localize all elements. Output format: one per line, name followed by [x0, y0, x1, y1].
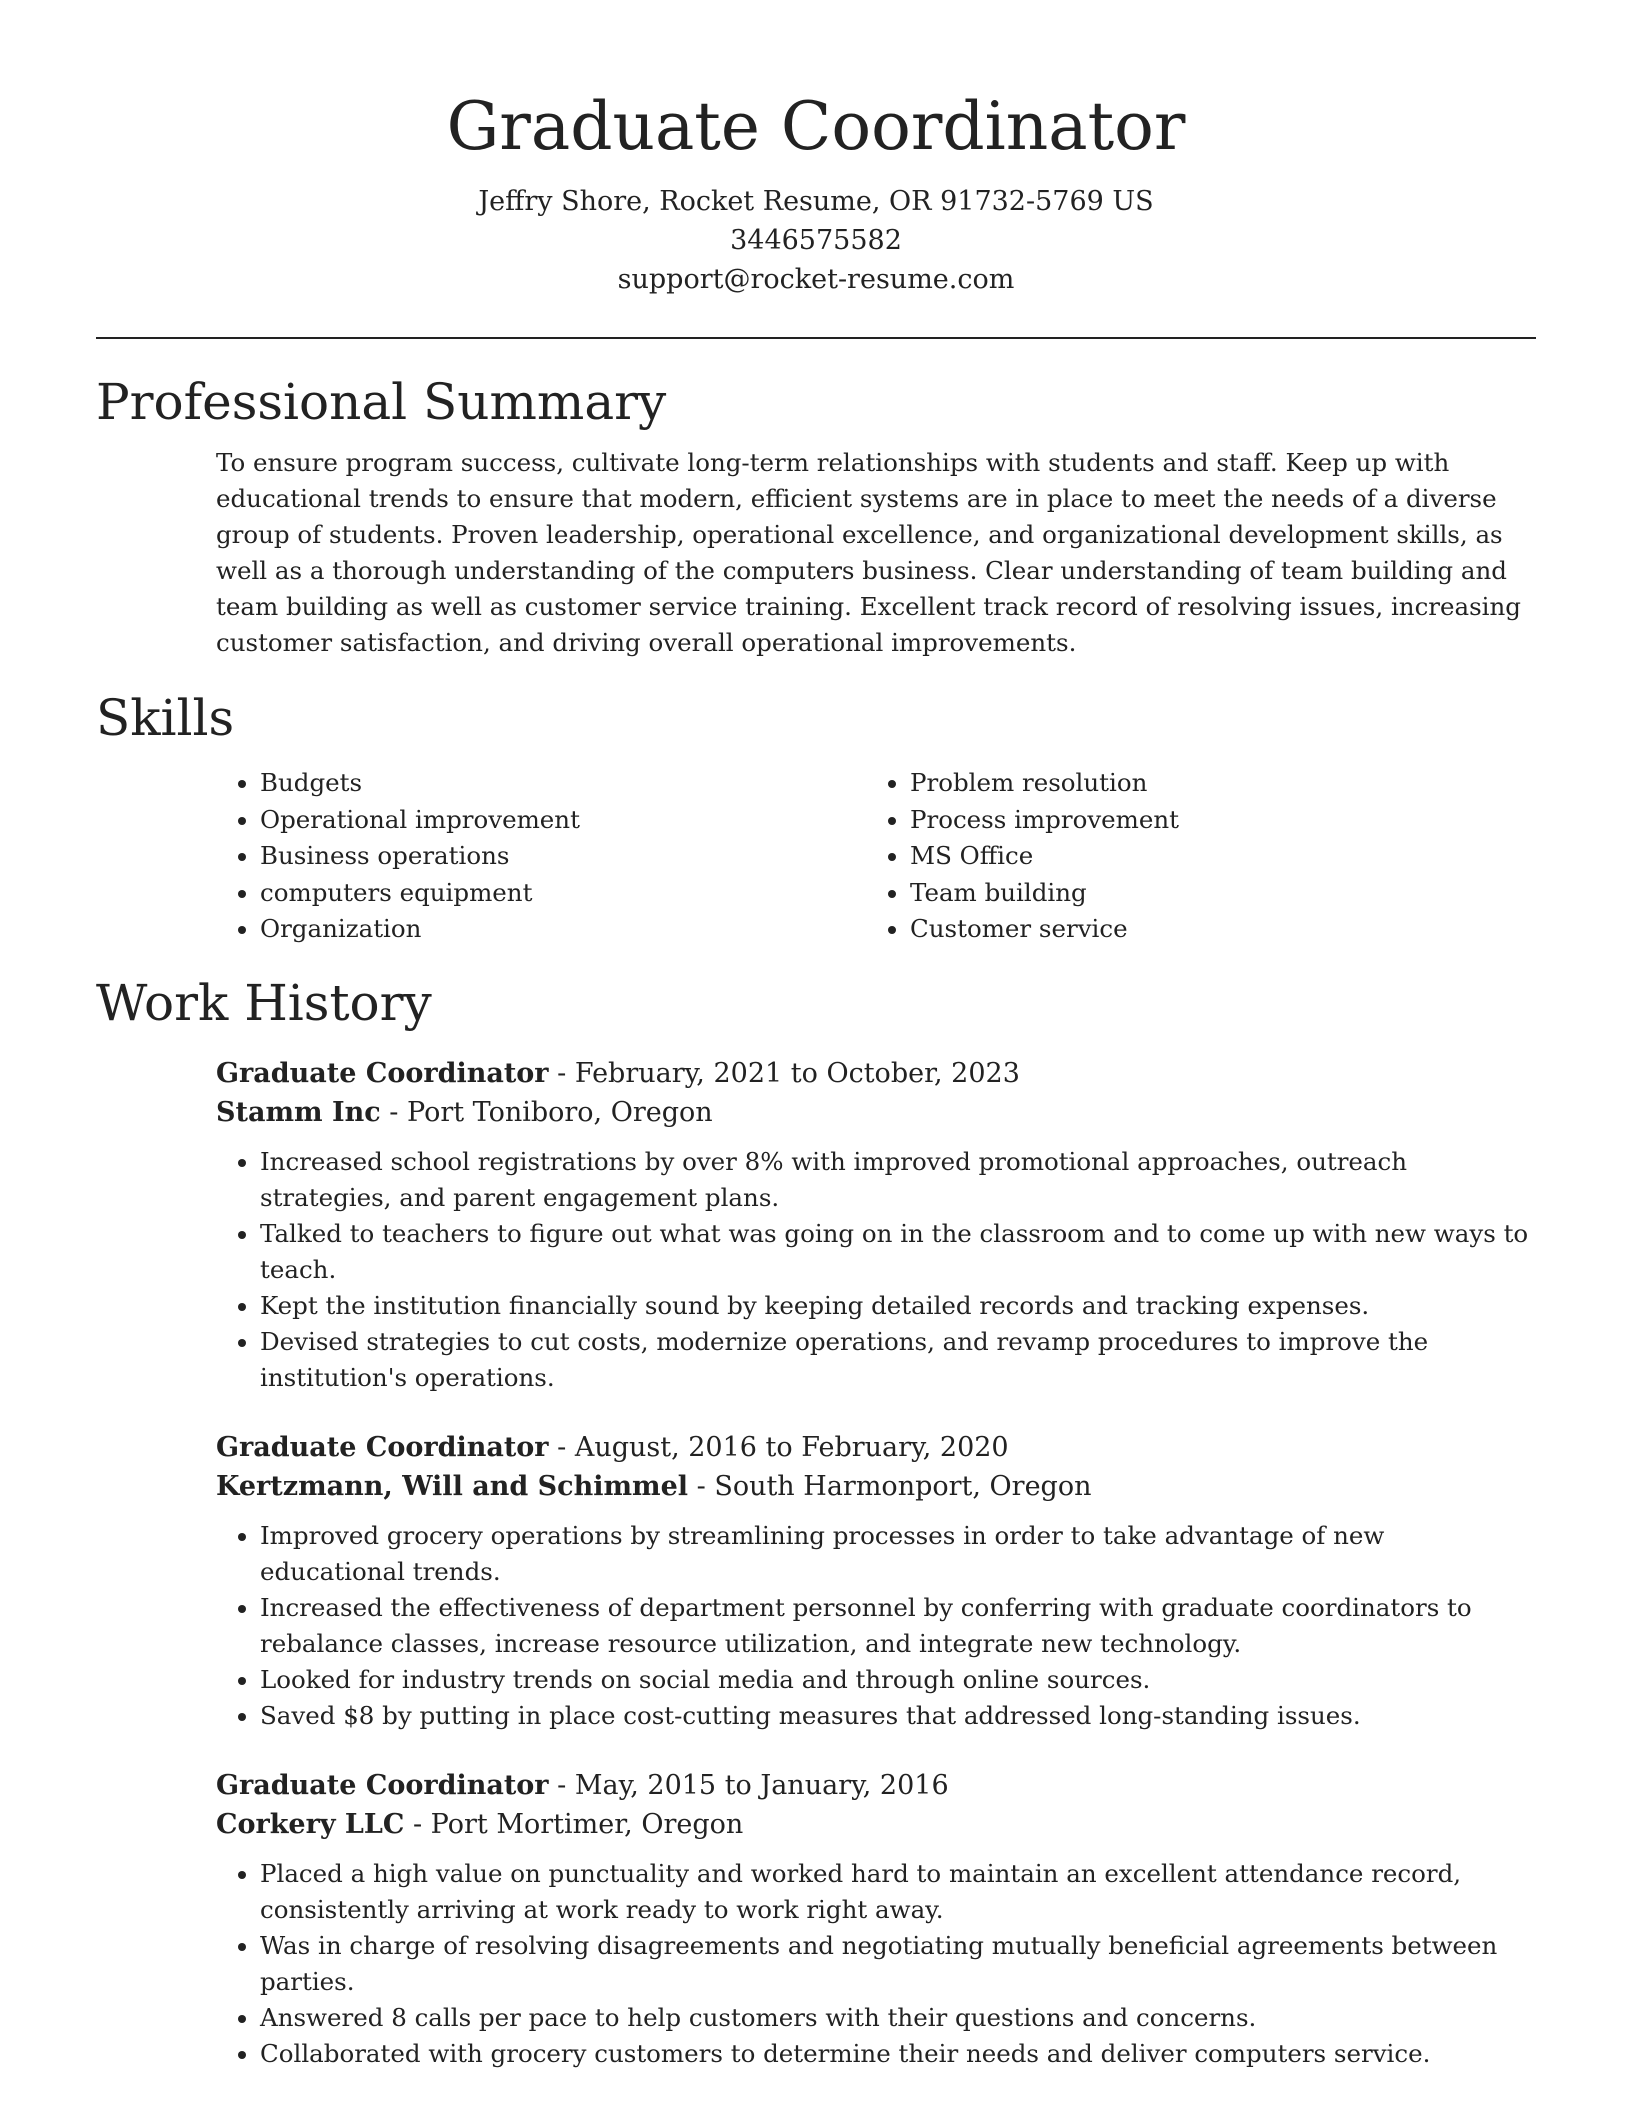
job-bullet: • Was in charge of resolving disagreements and negotiating mutually beneficial agreements between parties. — [260, 1928, 1536, 2000]
skill-item: • Operational improvement — [260, 802, 866, 839]
header-divider — [96, 337, 1536, 339]
job-bullet: • Looked for industry trends on social media and through online sources. — [260, 1662, 1536, 1698]
job-bullet: • Devised strategies to cut costs, modernize operations, and revamp procedures to improve the institution's operations. — [260, 1324, 1536, 1396]
job-entry — [216, 1054, 1536, 1396]
skills-list-right — [866, 765, 1516, 948]
resume-title: Graduate Coordinator — [446, 88, 1186, 165]
skills-list-left — [216, 765, 866, 948]
job-dates: - August, 2016 to February, 2020 — [548, 1431, 1009, 1463]
skill-item: • Process improvement — [910, 802, 1516, 839]
skill-item: • Organization — [260, 911, 866, 948]
job-bullet: • Increased the effectiveness of department personnel by conferring with graduate coordinators to rebalance classes, increase resource utilization, and integrate new technology. — [260, 1590, 1536, 1662]
skill-item: • Budgets — [260, 765, 866, 802]
job-bullets — [216, 1144, 1536, 1396]
skills-heading: Skills — [96, 689, 235, 747]
job-bullet: • Answered 8 calls per pace to help customers with their questions and concerns. — [260, 2000, 1536, 2036]
contact-email: support@rocket-resume.com — [617, 264, 1015, 295]
summary-text: To ensure program success, cultivate long-term relationships with students and staff. Keep up with educational trends to ensure that modern, efficient systems are in place to meet the needs of a diverse group of students. Proven leadership, operational excellence, and organizational development skills, as well as a thorough understanding of the computers business. Clear understanding of team building and team building as well as customer service training. Excellent track record of resolving issues, increasing customer satisfaction, and driving overall operational improvements. — [216, 448, 1521, 657]
job-location: - South Harmonport, Oregon — [688, 1470, 1092, 1502]
job-bullet: • Improved grocery operations by streamlining processes in order to take advantage of new educational trends. — [260, 1518, 1536, 1590]
skill-item: • Team building — [910, 875, 1516, 912]
work-history-section — [96, 972, 1536, 2072]
job-dates: - May, 2015 to January, 2016 — [548, 1769, 949, 1801]
job-company: Corkery LLC — [216, 1808, 405, 1840]
contact-block — [96, 182, 1536, 299]
job-title-line — [216, 1766, 1536, 1805]
job-title-line — [216, 1428, 1536, 1467]
job-company: Kertzmann, Will and Schimmel — [216, 1470, 689, 1502]
job-company-line — [216, 1467, 1536, 1506]
job-title: Graduate Coordinator — [216, 1057, 549, 1089]
job-bullet: • Placed a high value on punctuality and worked hard to maintain an excellent attendance record, consistently arriving at work ready to work right away. — [260, 1856, 1536, 1928]
job-location: - Port Toniboro, Oregon — [380, 1096, 713, 1128]
job-company-line — [216, 1093, 1536, 1132]
job-title: Graduate Coordinator — [216, 1431, 549, 1463]
job-bullet: • Saved $8 by putting in place cost-cutting measures that addressed long-standing issues. — [260, 1698, 1536, 1734]
job-title: Graduate Coordinator — [216, 1769, 549, 1801]
skill-item: • MS Office — [910, 838, 1516, 875]
contact-address: Jeffry Shore, Rocket Resume, OR 91732-5769 US — [478, 186, 1154, 217]
skills-section — [96, 687, 1536, 948]
skills-grid — [216, 765, 1536, 948]
work-history-heading: Work History — [96, 973, 432, 1032]
skill-item: • Problem resolution — [910, 765, 1516, 802]
contact-phone: 3446575582 — [730, 225, 902, 256]
job-dates: - February, 2021 to October, 2023 — [548, 1057, 1020, 1089]
job-bullets — [216, 1518, 1536, 1734]
job-entry — [216, 1428, 1536, 1734]
job-bullet: • Increased school registrations by over 8% with improved promotional approaches, outreach strategies, and parent engagement plans. — [260, 1144, 1536, 1216]
job-bullet: • Collaborated with grocery customers to determine their needs and deliver computers service. — [260, 2036, 1536, 2072]
summary-section — [96, 371, 1536, 661]
skill-item: • Business operations — [260, 838, 866, 875]
job-bullets — [216, 1856, 1536, 2072]
job-title-line — [216, 1054, 1536, 1093]
skill-item: • computers equipment — [260, 875, 866, 912]
resume-page — [96, 0, 1536, 2072]
skill-item: • Customer service — [910, 911, 1516, 948]
job-company: Stamm Inc — [216, 1096, 381, 1128]
summary-heading: Professional Summary — [96, 373, 667, 431]
job-location: - Port Mortimer, Oregon — [404, 1808, 744, 1840]
resume-header — [96, 0, 1536, 299]
job-company-line — [216, 1805, 1536, 1844]
job-entry — [216, 1766, 1536, 2072]
job-bullet: • Talked to teachers to figure out what was going on in the classroom and to come up with new ways to teach. — [260, 1216, 1536, 1288]
job-bullet: • Kept the institution financially sound by keeping detailed records and tracking expenses. — [260, 1288, 1536, 1324]
